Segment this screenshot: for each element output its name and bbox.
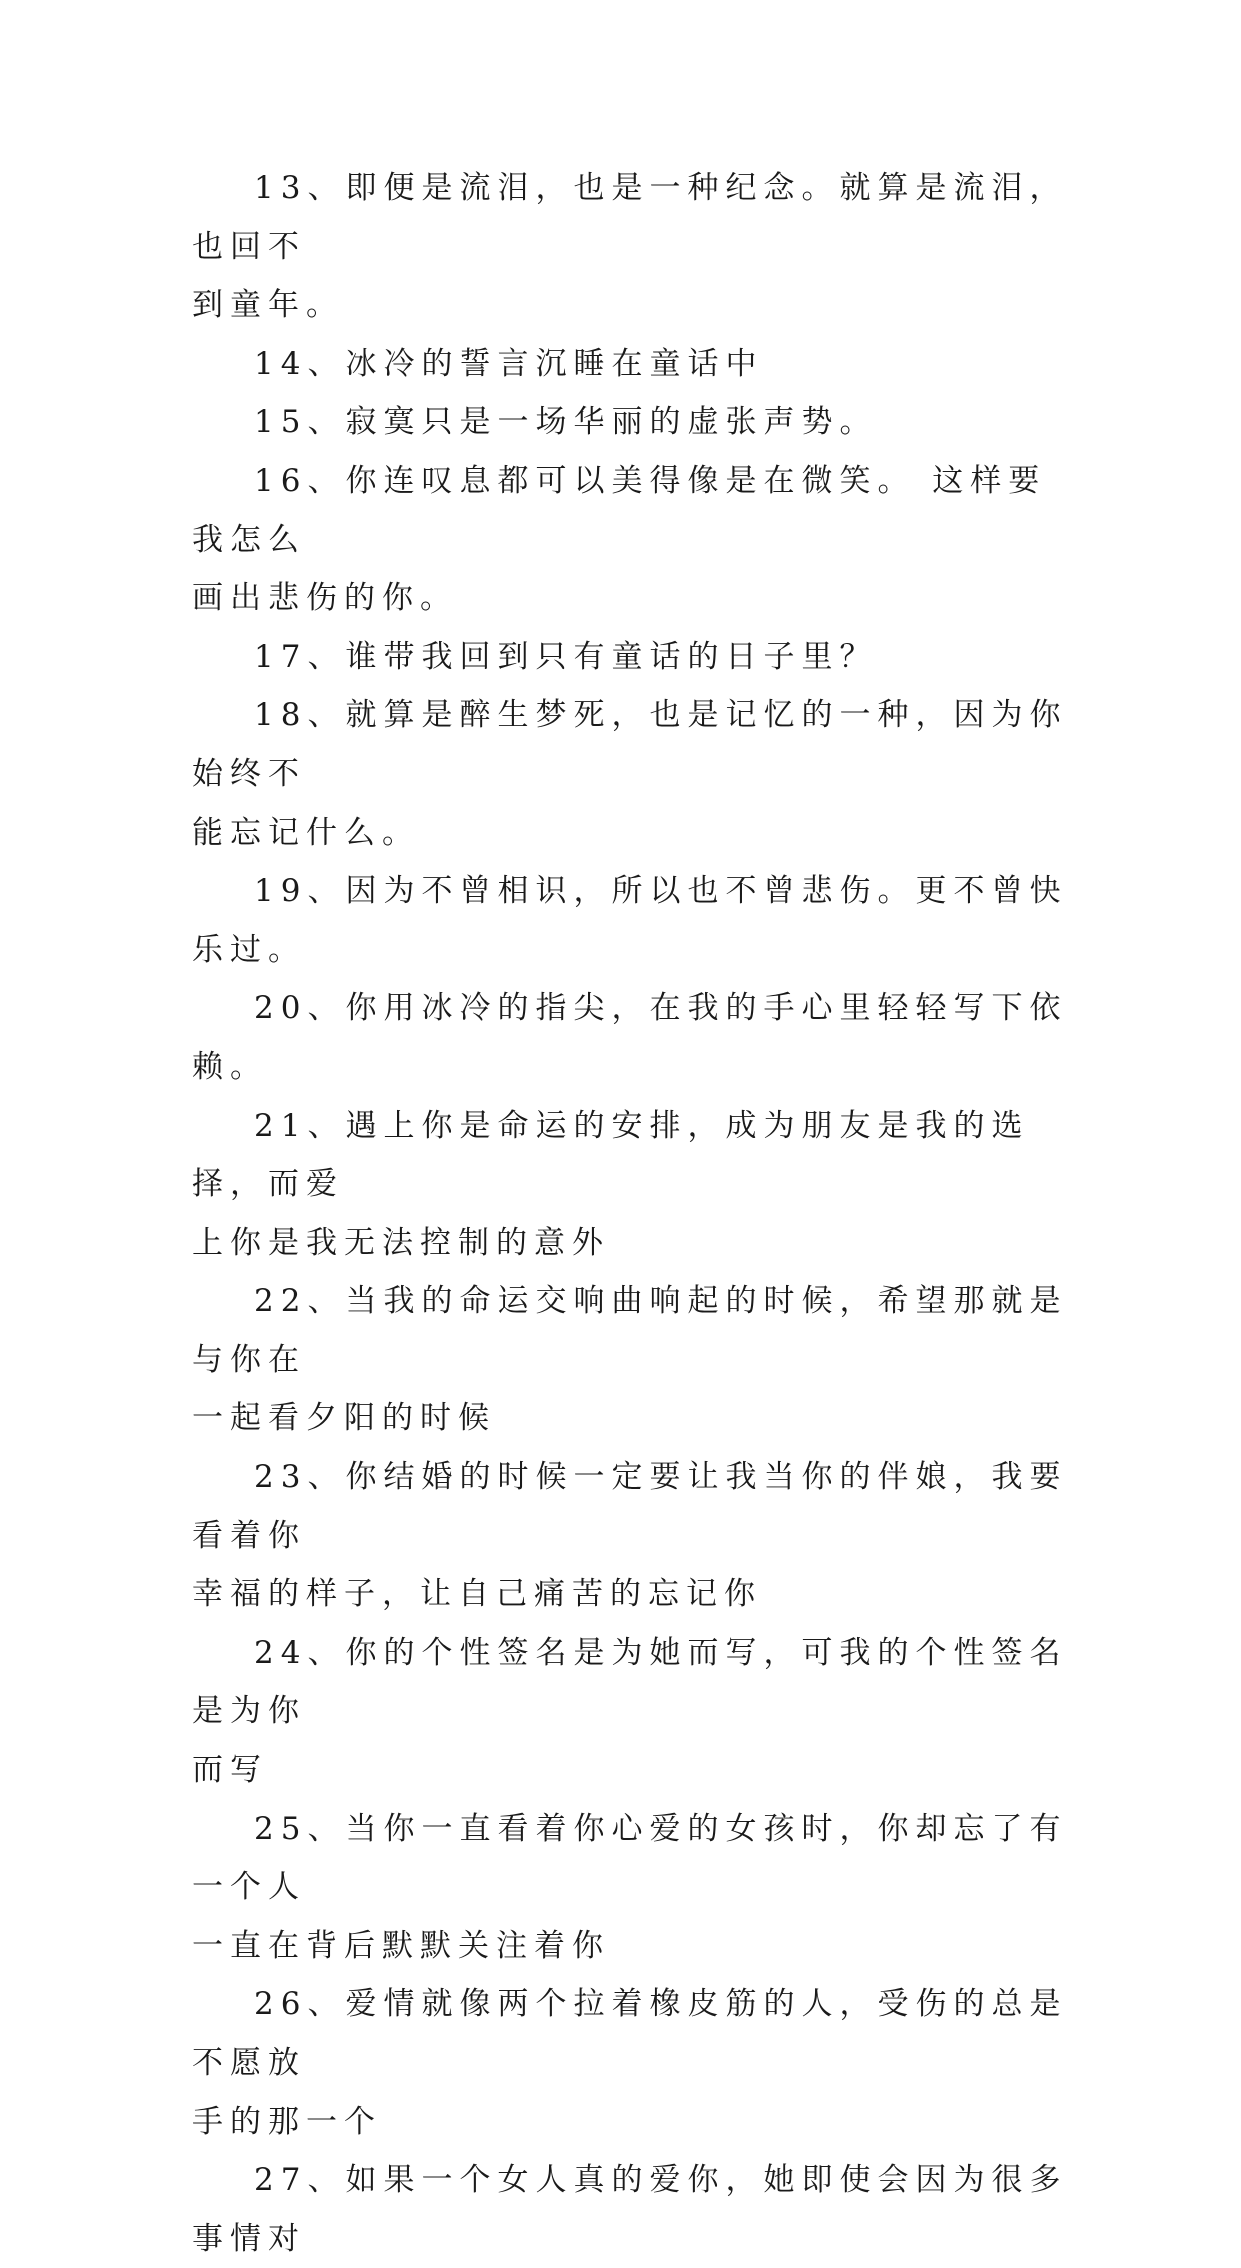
paragraph-line: 13、即便是流泪，也是一种纪念。就算是流泪，也回不	[192, 170, 1068, 265]
paragraph-line: 22、当我的命运交响曲响起的时候，希望那就是与你在	[192, 1283, 1068, 1378]
paragraph-line: 手的那一个	[192, 2103, 382, 2140]
paragraph-line: 18、就算是醉生梦死，也是记忆的一种，因为你始终不	[192, 697, 1068, 792]
paragraph-line: 25、当你一直看着你心爱的女孩时，你却忘了有一个人	[192, 1810, 1068, 1906]
paragraph-line: 画出悲伤的你。	[192, 580, 458, 617]
paragraph-line: 一直在背后默默关注着你	[192, 1927, 610, 1964]
paragraph-line: 而写	[192, 1752, 268, 1789]
document-body	[192, 159, 1072, 2268]
paragraph-line: 一起看夕阳的时候	[192, 1400, 496, 1437]
paragraph-line: 24、你的个性签名是为她而写，可我的个性签名是为你	[192, 1634, 1068, 1730]
paragraph-line: 16、你连叹息都可以美得像是在微笑。 这样要我怎么	[192, 462, 1047, 558]
paragraph-line: 23、你结婚的时候一定要让我当你的伴娘，我要看着你	[192, 1459, 1068, 1554]
paragraph-line: 19、因为不曾相识，所以也不曾悲伤。更不曾快乐过。	[192, 873, 1068, 968]
paragraph-line: 20、你用冰冷的指尖，在我的手心里轻轻写下依赖。	[192, 990, 1068, 1085]
paragraph-line: 17、谁带我回到只有童话的日子里？	[254, 638, 878, 675]
paragraph-line: 幸福的样子，让自己痛苦的忘记你	[192, 1576, 762, 1613]
paragraph-line: 到童年。	[192, 287, 344, 324]
paragraph-line: 27、如果一个女人真的爱你，她即使会因为很多事情对	[192, 2162, 1068, 2257]
paragraph-line: 上你是我无法控制的意外	[192, 1224, 610, 1261]
paragraph-line: 15、寂寞只是一场华丽的虚张声势。	[254, 404, 878, 441]
paragraph-line: 14、冰冷的誓言沉睡在童话中	[254, 345, 764, 382]
paragraph-line: 21、遇上你是命运的安排，成为朋友是我的选择，而爱	[192, 1107, 1030, 1203]
paragraph-line: 26、爱情就像两个拉着橡皮筋的人，受伤的总是不愿放	[192, 1986, 1068, 2081]
paragraph-line: 能忘记什么。	[192, 814, 420, 851]
